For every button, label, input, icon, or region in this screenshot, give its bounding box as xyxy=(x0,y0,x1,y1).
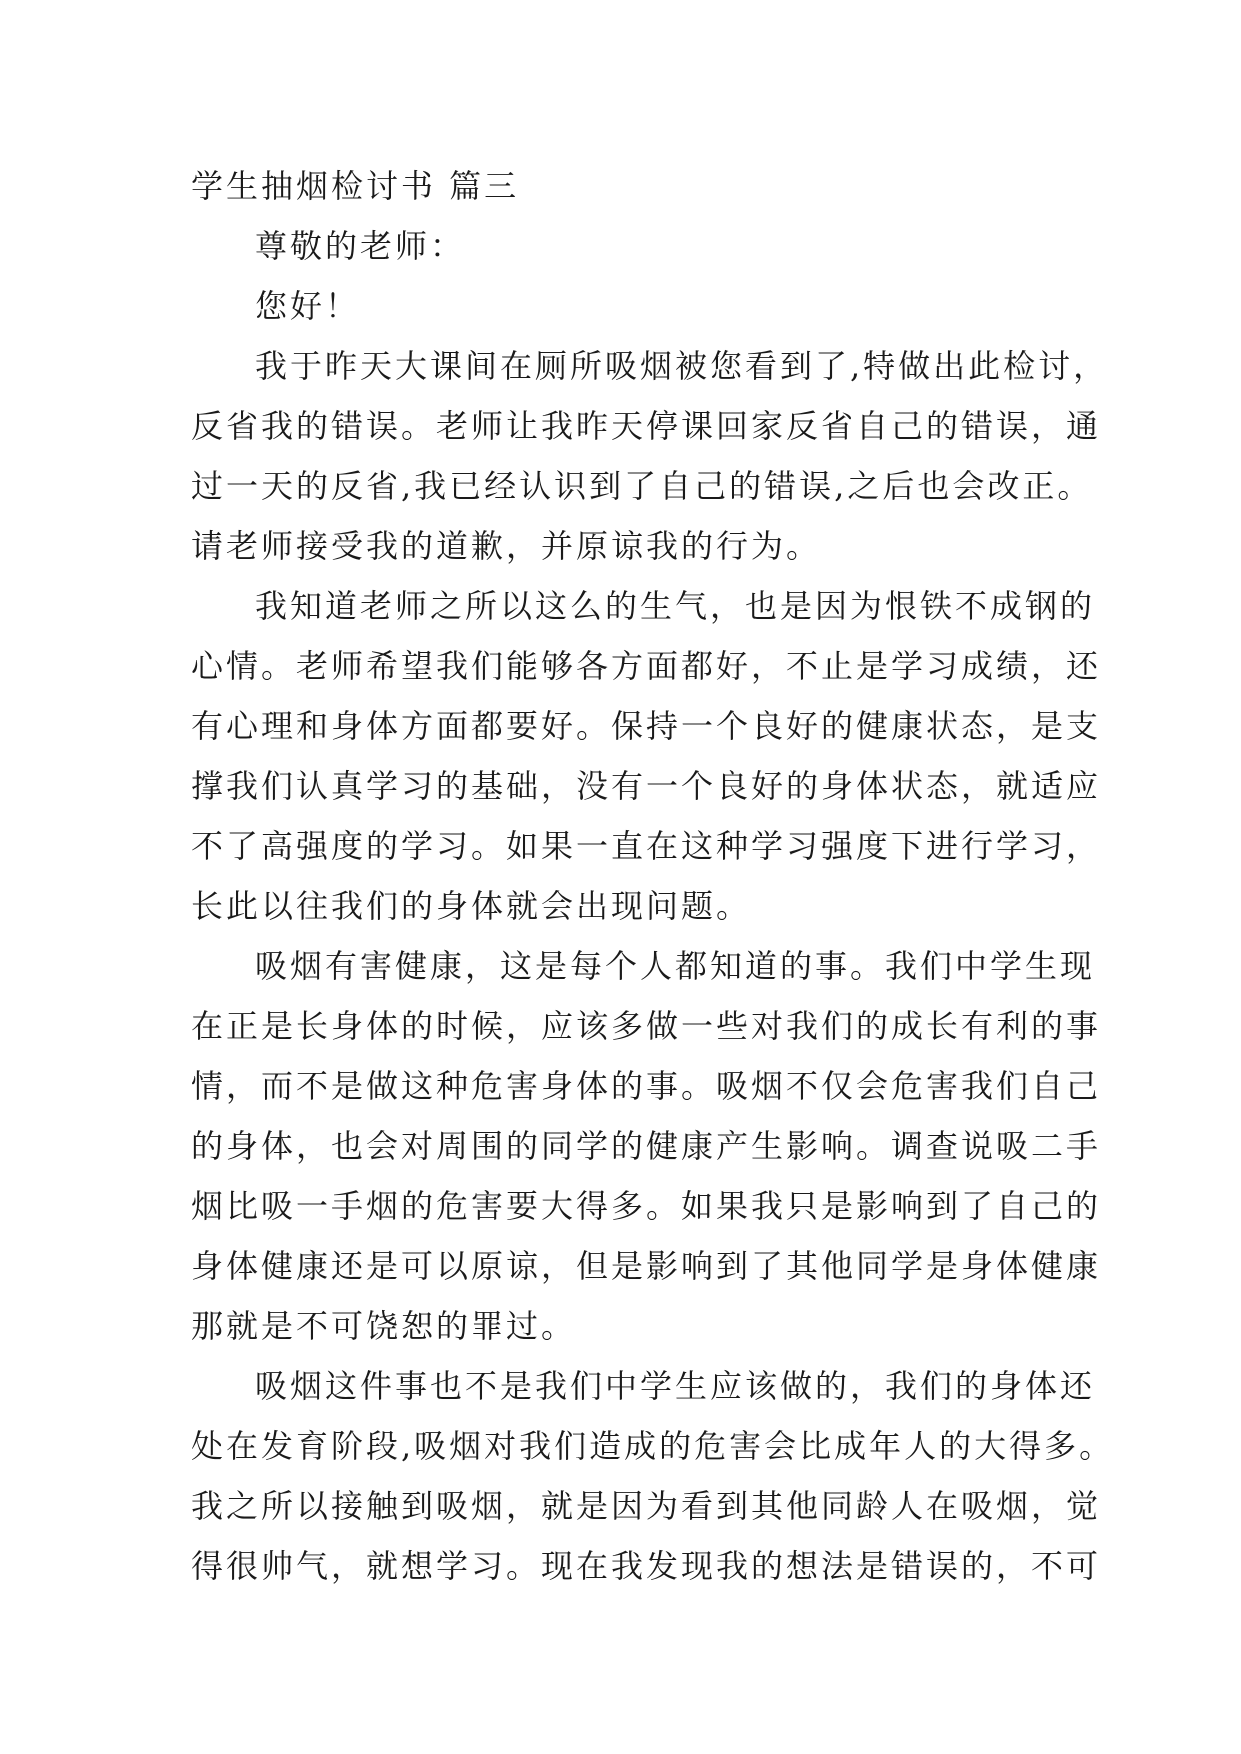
document-title: 学生抽烟检讨书 篇三 xyxy=(191,167,520,205)
body-line: 情，而不是做这种危害身体的事。吸烟不仅会危害我们自己 xyxy=(191,1067,1102,1105)
body-line: 烟比吸一手烟的危害要大得多。如果我只是影响到了自己的 xyxy=(191,1187,1102,1225)
body-line: 撑我们认真学习的基础，没有一个良好的身体状态，就适应 xyxy=(191,767,1102,805)
body-line: 在正是长身体的时候，应该多做一些对我们的成长有利的事 xyxy=(191,1007,1102,1045)
body-line: 处在发育阶段,吸烟对我们造成的危害会比成年人的大得多。 xyxy=(191,1427,1115,1465)
body-line: 心情。老师希望我们能够各方面都好，不止是学习成绩，还 xyxy=(191,647,1102,685)
body-line: 请老师接受我的道歉，并原谅我的行为。 xyxy=(191,527,822,565)
body-line: 过一天的反省,我已经认识到了自己的错误,之后也会改正。 xyxy=(191,467,1093,505)
body-line: 得很帅气，就想学习。现在我发现我的想法是错误的，不可 xyxy=(191,1547,1102,1585)
body-line: 的身体，也会对周围的同学的健康产生影响。调查说吸二手 xyxy=(191,1127,1102,1165)
body-line: 我之所以接触到吸烟，就是因为看到其他同龄人在吸烟，觉 xyxy=(191,1487,1102,1525)
body-line: 长此以往我们的身体就会出现问题。 xyxy=(191,887,752,925)
greeting: 您好！ xyxy=(255,287,361,325)
body-line: 不了高强度的学习。如果一直在这种学习强度下进行学习， xyxy=(191,827,1102,865)
body-line: 那就是不可饶恕的罪过。 xyxy=(191,1307,577,1345)
body-line: 有心理和身体方面都要好。保持一个良好的健康状态，是支 xyxy=(191,707,1102,745)
body-line: 反省我的错误。老师让我昨天停课回家反省自己的错误，通 xyxy=(191,407,1102,445)
body-line: 身体健康还是可以原谅，但是影响到了其他同学是身体健康 xyxy=(191,1247,1102,1285)
body-line: 我知道老师之所以这么的生气，也是因为恨铁不成钢的 xyxy=(255,587,1096,625)
body-line: 吸烟有害健康，这是每个人都知道的事。我们中学生现 xyxy=(255,947,1096,985)
salutation: 尊敬的老师： xyxy=(255,227,466,265)
body-line: 吸烟这件事也不是我们中学生应该做的，我们的身体还 xyxy=(255,1367,1096,1405)
body-line: 我于昨天大课间在厕所吸烟被您看到了,特做出此检讨， xyxy=(255,347,1109,385)
